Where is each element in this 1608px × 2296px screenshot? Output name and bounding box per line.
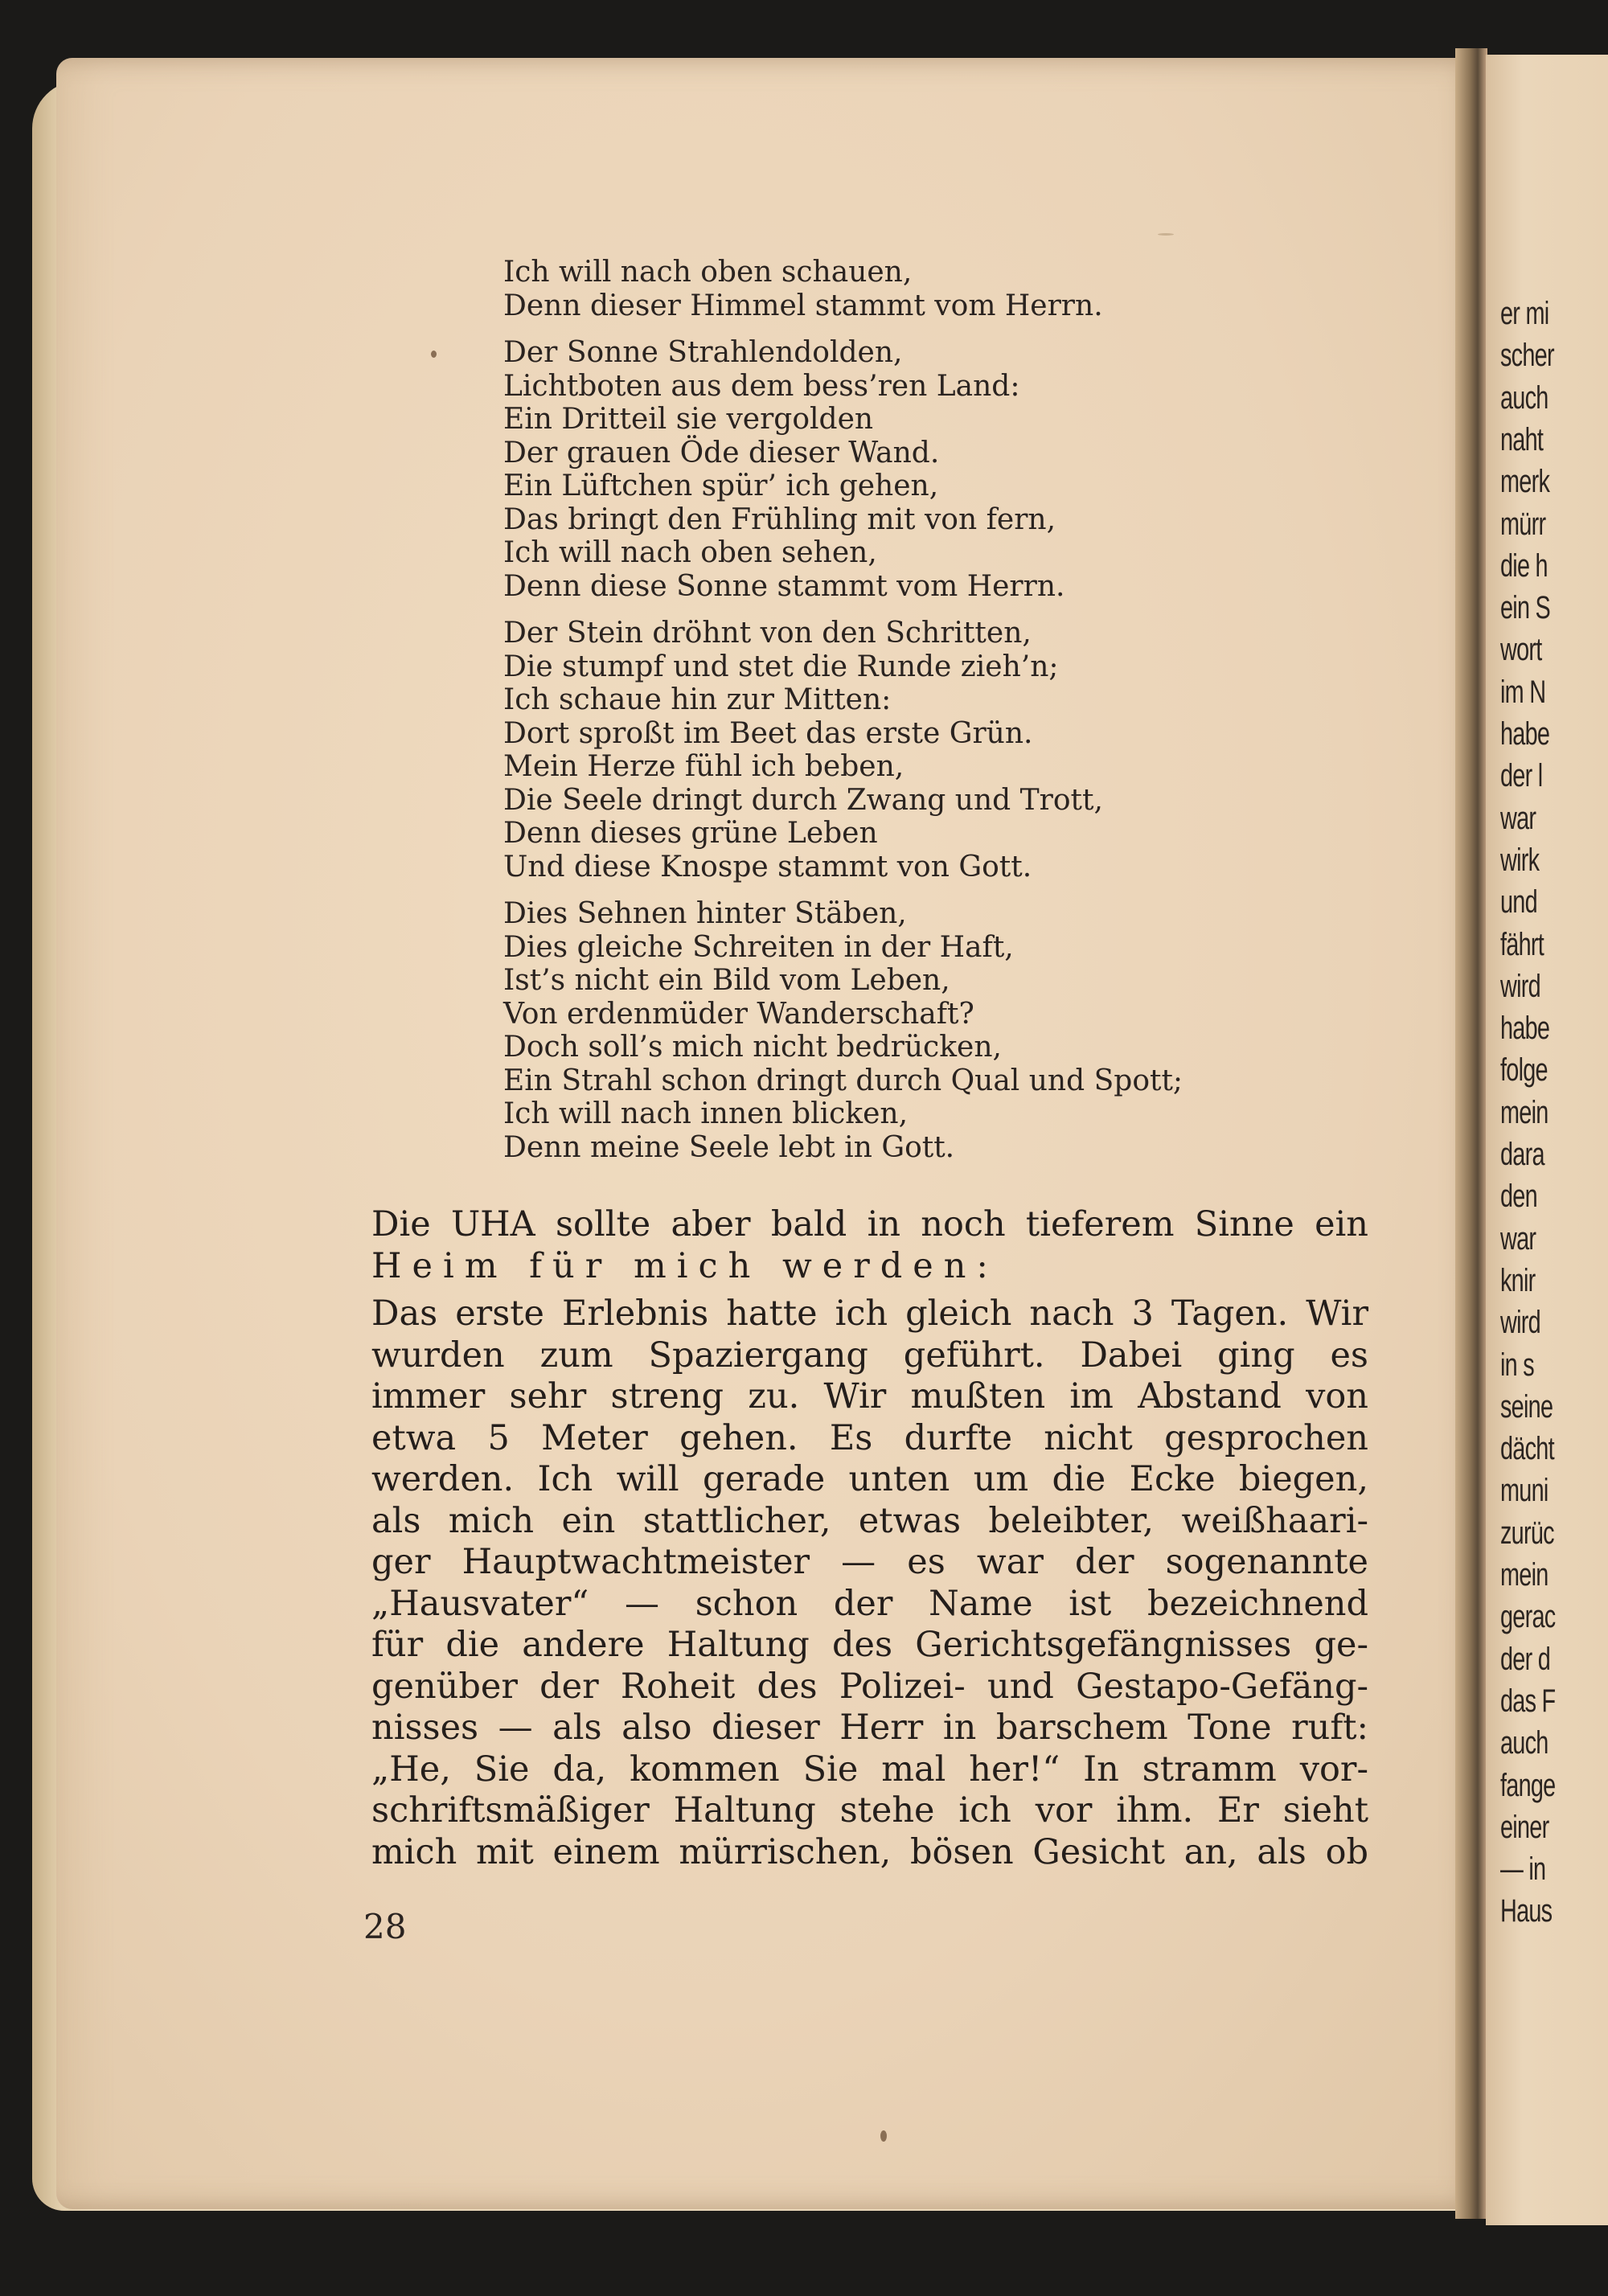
poem-line: Der Stein dröhnt von den Schritten, [503, 617, 1032, 650]
facing-page-fragment: war [1500, 1220, 1536, 1257]
facing-page-fragment: zurüc [1500, 1515, 1554, 1551]
poem-line: Denn meine Seele lebt in Gott. [503, 1130, 955, 1164]
poem-line: Mein Herze fühl ich beben, [503, 750, 904, 783]
poem-line: Ist’s nicht ein Bild vom Leben, [503, 964, 950, 997]
facing-page-fragment: knir [1500, 1262, 1536, 1298]
facing-page-fragment: mein [1500, 1557, 1549, 1593]
poem-line: Dort sproßt im Beet das erste Grün. [503, 716, 1033, 750]
facing-page-fragment: auch [1500, 1725, 1549, 1761]
facing-page-fragment: muni [1500, 1473, 1549, 1509]
poem-line: Denn dieser Himmel stammt vom Herrn. [503, 289, 1103, 322]
facing-page-fragment: wort [1500, 632, 1542, 668]
poem-line: Die Seele dringt durch Zwang und Trott, [503, 783, 1103, 817]
facing-page-fragment: den [1500, 1179, 1537, 1215]
poem-stanza [503, 617, 1388, 884]
prose-line: Das erste Erlebnis hatte ich gleich nach 3 Tagen. Wir [371, 1294, 1368, 1334]
facing-page-fragment: der l [1500, 758, 1543, 794]
facing-page-fragment: mürr [1500, 506, 1546, 542]
facing-page-fragment: seine [1500, 1388, 1553, 1425]
poem-line: Dies Sehnen hinter Stäben, [503, 897, 907, 930]
facing-page-fragment: fange [1500, 1767, 1556, 1803]
prose-line: genüber der Roheit des Polizei- und Gestapo-Gefäng- [371, 1666, 1368, 1707]
book-page-right [1486, 55, 1608, 2225]
poem-line: Lichtboten aus dem bess’ren Land: [503, 369, 1020, 403]
facing-page-fragment: folge [1500, 1052, 1548, 1089]
prose-paragraph [371, 1294, 1368, 1873]
prose-line: nisses — als also dieser Herr in barschem Tone ruft: [371, 1708, 1368, 1748]
poem-line: Ich will nach oben schauen, [503, 256, 913, 289]
prose-line: etwa 5 Meter gehen. Es durfte nicht gesprochen [371, 1417, 1368, 1458]
poem-line: Denn diese Sonne stammt vom Herrn. [503, 569, 1065, 603]
poem-line: Ich will nach innen blicken, [503, 1097, 909, 1130]
poem-line: Dies gleiche Schreiten in der Haft, [503, 930, 1014, 964]
intro-line: Die UHA sollte aber bald in noch tieferem Sinne ein [371, 1204, 1368, 1244]
prose-line: „He, Sie da, kommen Sie mal her!“ In stramm vor- [371, 1749, 1368, 1790]
facing-page-fragment: und [1500, 884, 1537, 920]
paper-speck [431, 351, 437, 358]
poem-line: Von erdenmüder Wanderschaft? [503, 997, 974, 1031]
poem [503, 256, 1388, 1178]
poem-line: Ich schaue hin zur Mitten: [503, 683, 892, 716]
facing-page-fragment: fährt [1500, 926, 1544, 962]
prose-line: wurden zum Spaziergang geführt. Dabei ging es [371, 1335, 1368, 1376]
facing-page-fragment: die h [1500, 547, 1548, 584]
poem-line: Und diese Knospe stammt von Gott. [503, 850, 1032, 884]
facing-page-fragment: habe [1500, 1011, 1550, 1047]
poem-line: Ein Dritteil sie vergolden [503, 403, 874, 436]
facing-page-fragment: gerac [1500, 1599, 1556, 1635]
poem-stanza [503, 897, 1388, 1164]
facing-page-fragment: scher [1500, 338, 1554, 374]
paper-speck [880, 2130, 887, 2142]
prose-line: „Hausvater“ — schon der Name ist bezeichnend [371, 1583, 1368, 1624]
paper-speck [1158, 233, 1174, 236]
prose-line: für die andere Haltung des Gerichtsgefängnisses ge- [371, 1625, 1368, 1665]
poem-line: Der Sonne Strahlendolden, [503, 336, 903, 369]
facing-page-fragment: — in [1500, 1851, 1546, 1888]
prose-line: als mich ein stattlicher, etwas beleibter, weißhaari- [371, 1500, 1368, 1541]
poem-line: Ein Strahl schon dringt durch Qual und Spott; [503, 1064, 1183, 1097]
poem-stanza [503, 336, 1388, 603]
facing-page-fragment: im N [1500, 674, 1546, 710]
intro-line-spaced: Heim für mich werden: [371, 1245, 999, 1286]
facing-page-fragment: einer [1500, 1809, 1549, 1845]
facing-page-fragment: mein [1500, 1094, 1549, 1130]
book-gutter [1455, 48, 1487, 2219]
poem-line: Denn dieses grüne Leben [503, 817, 878, 850]
facing-page-fragment: habe [1500, 716, 1550, 752]
facing-page-fragment: der d [1500, 1641, 1551, 1677]
facing-page-fragment: wirk [1500, 842, 1540, 878]
facing-page-fragment: in s [1500, 1347, 1534, 1383]
poem-line: Ich will nach oben sehen, [503, 536, 877, 569]
prose-line: schriftsmäßiger Haltung stehe ich vor ihm. Er sieht [371, 1790, 1368, 1831]
facing-page-fragment: das F [1500, 1683, 1556, 1719]
poem-stanza [503, 256, 1388, 322]
prose-text [371, 1204, 1368, 1873]
facing-page-fragment: wird [1500, 1305, 1540, 1341]
prose-line: ger Hauptwachtmeister — es war der sogenannte [371, 1542, 1368, 1582]
prose-line: mich mit einem mürrischen, bösen Gesicht an, als ob [371, 1831, 1368, 1872]
prose-line: immer sehr streng zu. Wir mußten im Abstand von [371, 1376, 1368, 1417]
facing-page-fragment: auch [1500, 379, 1549, 416]
facing-page-fragment: dara [1500, 1137, 1544, 1172]
facing-page-fragment: Haus [1500, 1893, 1553, 1929]
poem-line: Ein Lüftchen spür’ ich gehen, [503, 469, 939, 502]
facing-page-fragment: naht [1500, 421, 1544, 457]
facing-page-fragment: dächt [1500, 1431, 1554, 1467]
poem-line: Das bringt den Frühling mit von fern, [503, 502, 1056, 536]
facing-page-fragment: merk [1500, 464, 1550, 500]
poem-line: Der grauen Öde dieser Wand. [503, 436, 940, 469]
poem-line: Doch soll’s mich nicht bedrücken, [503, 1031, 1002, 1064]
prose-line: werden. Ich will gerade unten um die Ecke biegen, [371, 1459, 1368, 1499]
poem-line: Die stumpf und stet die Runde zieh’n; [503, 650, 1059, 683]
facing-page-fragment: er mi [1500, 296, 1549, 331]
facing-page-fragment: wird [1500, 968, 1540, 1004]
page-number: 28 [363, 1907, 407, 1946]
facing-page-fragment: ein S [1500, 590, 1551, 626]
facing-page-fragment: war [1500, 800, 1536, 836]
